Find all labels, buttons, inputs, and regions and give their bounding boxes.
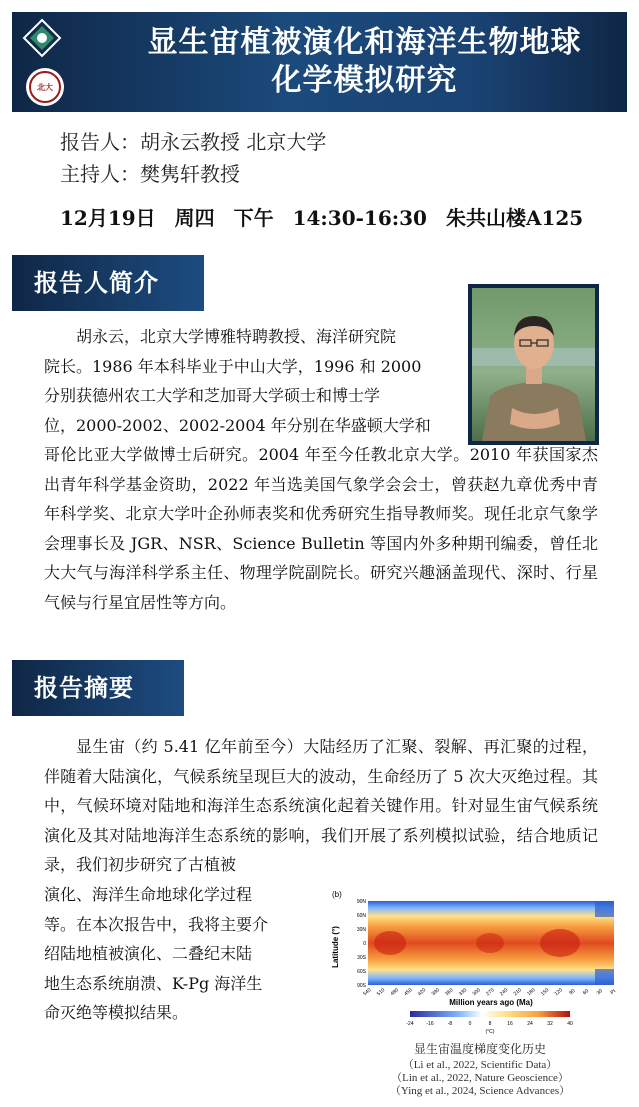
- abstract-line: 地生态系统崩溃、K-Pg 海洋生: [44, 973, 263, 993]
- bio-line: 院长。1986 年本科毕业于中山大学，1996 和 2000: [44, 356, 422, 376]
- y-tick-label: 0: [363, 941, 366, 947]
- panel-label: (b): [332, 890, 342, 899]
- schedule-weekday: 周四: [174, 206, 215, 230]
- abstract-line: 演化、海洋生命地球化学过程: [44, 885, 253, 904]
- colorbar-tick-label: 32: [547, 1021, 553, 1027]
- x-tick-label: 330: [457, 987, 469, 998]
- colorbar-tick-label: -8: [447, 1021, 453, 1027]
- y-axis-label: Latitude (°): [331, 926, 340, 968]
- x-tick-label: 390: [430, 987, 441, 998]
- host-name: 樊隽轩教授: [140, 162, 240, 186]
- speaker-photo: [468, 284, 599, 445]
- x-tick-label: 450: [403, 987, 414, 998]
- colorbar-tick-label: 24: [527, 1021, 533, 1027]
- university-logo-text: 北大: [29, 71, 61, 103]
- bio-rest: 哥伦比亚大学做博士后研究。2004 年至今任教北京大学。2010 年获国家杰出青年科学基金资助，2022 年当选美国气象学会会士，曾获赵九章优秀中青年科学奖、北京大学叶企孙师表奖和优秀研究生指导教师奖。现任北京气象学会理事长及 JGR、NSR、Science Bulletin 等国内外多种期刊编委，曾任北大大气与海洋科学系主任、物理学院副院长。研究兴趣涵盖现代、深时、行星气候与行星宜居性等方向。: [44, 445, 598, 612]
- figure-ref: （Li et al., 2022, Scientific Data）: [402, 1059, 558, 1071]
- abstract-heading: 报告摘要: [12, 660, 184, 716]
- title-banner: [12, 12, 627, 112]
- host-label: 主持人：: [60, 162, 140, 186]
- y-tick-label: 60N: [356, 913, 366, 919]
- speaker-portrait-icon: [472, 288, 595, 441]
- abstract-line: 绍陆地植被演化、二叠纪末陆: [44, 944, 253, 963]
- schedule-time: 14:30-16:30: [292, 206, 427, 230]
- x-tick-label: 270: [485, 987, 496, 998]
- x-axis-label: Million years ago (Ma): [449, 998, 533, 1007]
- y-tick-label: 60S: [357, 969, 366, 975]
- figure-ref: （Ying et al., 2024, Science Advances）: [389, 1085, 571, 1097]
- schedule-venue: 朱共山楼A125: [445, 206, 584, 230]
- speaker-row: [60, 126, 326, 155]
- x-tick-label: 210: [512, 987, 523, 998]
- x-tick-label: 540: [362, 987, 373, 998]
- x-tick-label: 150: [539, 987, 551, 998]
- x-tick-label: 360: [444, 987, 455, 998]
- x-tick-label: 300: [471, 987, 482, 998]
- x-tick-label: 180: [526, 987, 537, 998]
- x-tick-label: 420: [416, 987, 428, 998]
- title-line-1: 显生宙植被演化和海洋生物地球: [147, 25, 582, 60]
- colorbar-tick-label: 16: [507, 1021, 513, 1027]
- colorbar: [410, 1011, 570, 1017]
- heatmap-figure: [330, 887, 630, 1037]
- y-tick-label: 30N: [356, 927, 366, 933]
- host-row: [60, 158, 240, 187]
- abstract-top: 显生宙（约 5.41 亿年前至今）大陆经历了汇聚、裂解、再汇聚的过程，伴随着大陆演化，气候系统呈现巨大的波动，生命经历了 5 次大灭绝过程。其中，气候环境对陆地和海洋生态系统演化起着关键作用。针对显生宙气候系统演化及其对陆地海洋生态系统的影响，我们开展了系列模拟试验，结合地质记录，我们初步研究了古植被: [44, 737, 598, 874]
- bio-line: 位，2000-2002、2002-2004 年分别在华盛顿大学和: [44, 415, 431, 435]
- title-line-2: 化学模拟研究: [271, 63, 458, 98]
- schedule-period: 下午: [233, 206, 274, 230]
- colorbar-tick-label: 8: [488, 1021, 492, 1027]
- speaker-name: 胡永云教授 北京大学: [140, 130, 327, 154]
- bio-line: 胡永云，北京大学博雅特聘教授、海洋研究院: [76, 327, 397, 346]
- bio-heading: 报告人简介: [12, 255, 204, 311]
- colorbar-tick-label: 40: [567, 1021, 573, 1027]
- y-tick-label: 90N: [356, 899, 366, 905]
- x-tick-label: 120: [553, 987, 564, 998]
- colorbar-unit: (°C): [485, 1029, 495, 1035]
- x-tick-label: 480: [389, 987, 400, 998]
- x-tick-label: 30: [595, 988, 604, 997]
- x-tick-label: 60: [581, 988, 591, 997]
- figure-ref: （Lin et al., 2022, Nature Geoscience）: [391, 1072, 569, 1084]
- abstract-line: 命灭绝等模拟结果。: [44, 1003, 189, 1022]
- figure-caption: 显生宙温度梯度变化历史: [413, 1042, 546, 1056]
- y-tick-label: 30S: [357, 955, 366, 961]
- x-tick-label: PI: [609, 988, 618, 997]
- colorbar-tick-label: -24: [406, 1021, 414, 1027]
- colorbar-tick-label: 0: [468, 1021, 472, 1027]
- abstract-left: [44, 880, 324, 1028]
- x-tick-label: 510: [375, 987, 387, 998]
- x-tick-label: 90: [568, 988, 577, 997]
- bio-line: 分别获德州农工大学和芝加哥大学硕士和博士学: [44, 386, 381, 405]
- bio-first-lines: [44, 322, 448, 440]
- schedule-row: [60, 202, 595, 231]
- colorbar-tick-label: -16: [426, 1021, 434, 1027]
- y-tick-label: 90S: [357, 983, 366, 989]
- university-logo-icon: [26, 68, 64, 106]
- schedule-date: 12月19日: [60, 206, 156, 230]
- x-tick-label: 240: [498, 987, 510, 998]
- institute-logo-icon: [22, 18, 62, 58]
- speaker-label: 报告人：: [60, 130, 140, 154]
- abstract-line: 等。在本次报告中，我将主要介: [44, 914, 269, 934]
- page-title: [112, 24, 617, 100]
